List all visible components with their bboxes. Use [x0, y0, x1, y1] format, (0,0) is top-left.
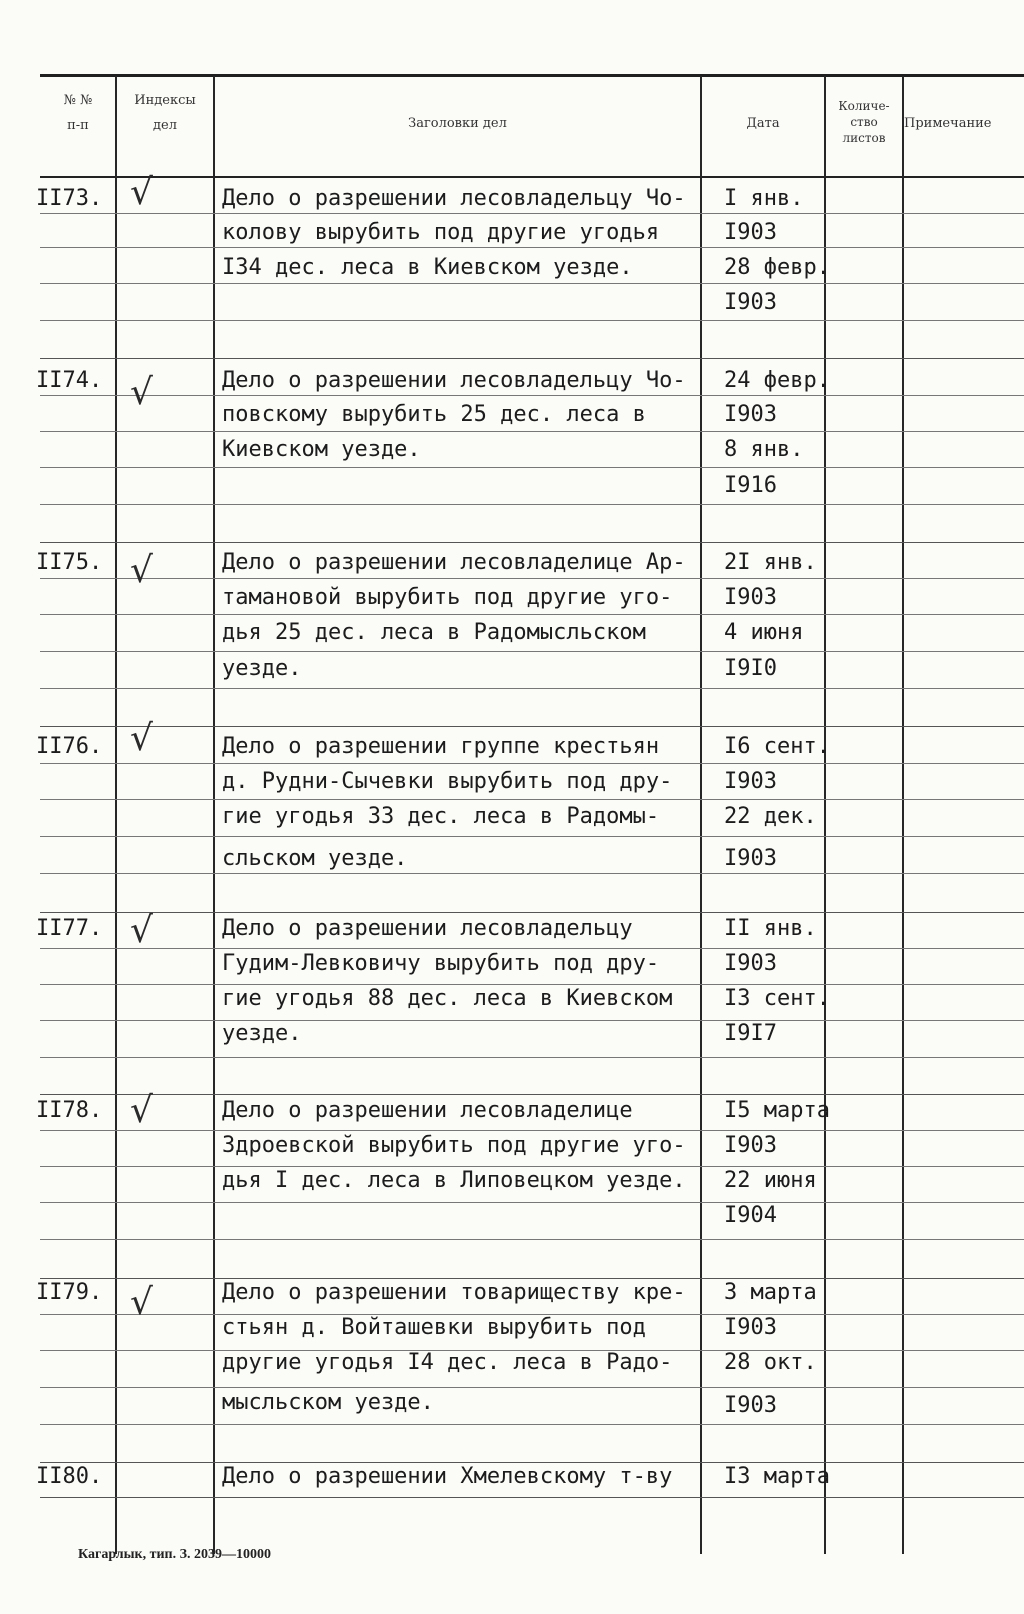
ruled-line [40, 651, 1024, 652]
entry-date: 4 июня [724, 620, 804, 645]
header-sheets-col: Количе- ство листов [838, 99, 890, 145]
entry-date: I903 [724, 220, 777, 245]
top-border [40, 74, 1024, 77]
check-mark-icon: √ [130, 1090, 153, 1131]
entry-number: II77. [36, 916, 103, 941]
ruled-line [40, 1497, 1024, 1498]
entry-number: II78. [36, 1098, 103, 1123]
ruled-line [40, 1057, 1024, 1058]
entry-title-line: уезде. [222, 656, 302, 681]
entry-date: I9I7 [724, 1021, 777, 1046]
check-mark-icon: √ [130, 910, 153, 951]
entry-title-line: Дело о разрешении лесовладельцу [222, 916, 633, 941]
entry-date: I5 марта [724, 1098, 830, 1123]
entry-title-line: колову вырубить под другие угодья [222, 220, 660, 245]
entry-date: 24 февр. [724, 368, 830, 393]
entry-title-line: Дело о разрешении группе крестьян [222, 734, 660, 759]
entry-date: 28 окт. [724, 1350, 817, 1375]
entry-date: 22 дек. [724, 804, 817, 829]
entry-title-line: Дело о разрешении лесовладельцу Чо- [222, 186, 686, 211]
ruled-line [40, 358, 1024, 359]
entry-number: II76. [36, 734, 103, 759]
entry-date: I903 [724, 846, 777, 871]
entry-title-line: дья I дес. леса в Липовецком уезде. [222, 1168, 686, 1193]
entry-date: I904 [724, 1203, 777, 1228]
header-num-col: № № п-п [63, 93, 93, 133]
entry-date: 28 февр. [724, 255, 830, 280]
entry-date: 3 марта [724, 1280, 817, 1305]
check-mark-icon: √ [130, 372, 153, 413]
check-mark-icon: √ [130, 718, 153, 759]
entry-title-line: гие угодья 33 дес. леса в Радомы- [222, 804, 660, 829]
entry-date: II янв. [724, 916, 817, 941]
column-divider [213, 76, 215, 1554]
ruled-line [40, 1202, 1024, 1203]
ruled-line [40, 873, 1024, 874]
entry-date: I6 сент. [724, 734, 830, 759]
entry-date: I903 [724, 1315, 777, 1340]
column-divider [824, 76, 826, 1554]
entry-title-line: Киевском уезде. [222, 437, 421, 462]
ruled-line [40, 542, 1024, 543]
entry-title-line: гие угодья 88 дес. леса в Киевском [222, 986, 673, 1011]
entry-title-line: Дело о разрешении лесовладельцу Чо- [222, 368, 686, 393]
entry-title-line: сльском уезде. [222, 846, 408, 871]
entry-title-line: другие угодья I4 дес. леса в Радо- [222, 1350, 673, 1375]
entry-number: II75. [36, 550, 103, 575]
entry-date: I9I0 [724, 656, 777, 681]
entry-title-line: д. Рудни-Сычевки вырубить под дру- [222, 769, 673, 794]
entry-date: I903 [724, 951, 777, 976]
entry-date: 8 янв. [724, 437, 804, 462]
entry-date: I янв. [724, 186, 804, 211]
entry-title-line: I34 дес. леса в Киевском уезде. [222, 255, 633, 280]
entry-title-line: повскому вырубить 25 дес. леса в [222, 402, 646, 427]
column-divider [902, 76, 904, 1554]
header-bottom-border [40, 176, 1024, 178]
header-date-col: Дата [746, 116, 780, 131]
entry-date: I903 [724, 769, 777, 794]
check-mark-icon: √ [130, 550, 153, 591]
entry-title-line: Дело о разрешении товариществу кре- [222, 1280, 686, 1305]
ruled-line [40, 836, 1024, 837]
header-index-col: Индексы дел [134, 93, 196, 133]
ruled-line [40, 726, 1024, 727]
entry-title-line: Дело о разрешении лесовладелице Ар- [222, 550, 686, 575]
column-divider [700, 76, 702, 1554]
entry-title-line: стьян д. Войташевки вырубить под [222, 1315, 646, 1340]
check-mark-icon: √ [130, 1282, 153, 1323]
ruled-line [40, 1020, 1024, 1021]
entry-date: I903 [724, 402, 777, 427]
entry-title-line: Здроевской вырубить под другие уго- [222, 1133, 686, 1158]
check-mark-icon: √ [130, 172, 153, 213]
entry-title-line: Дело о разрешении лесовладелице [222, 1098, 633, 1123]
ruled-line [40, 467, 1024, 468]
entry-date: I903 [724, 585, 777, 610]
ruled-line [40, 320, 1024, 321]
entry-title-line: Дело о разрешении Хмелевскому т-ву [222, 1464, 673, 1489]
ruled-line [40, 1424, 1024, 1425]
entry-date: I903 [724, 1393, 777, 1418]
entry-number: II74. [36, 368, 103, 393]
entry-title-line: тамановой вырубить под другие уго- [222, 585, 673, 610]
entry-date: I903 [724, 290, 777, 315]
ruled-line [40, 688, 1024, 689]
ruled-line [40, 1239, 1024, 1240]
entry-date: 22 июня [724, 1168, 817, 1193]
column-divider [115, 76, 117, 1554]
entry-date: I3 сент. [724, 986, 830, 1011]
entry-title-line: мысльском уезде. [222, 1390, 434, 1415]
entry-number: II80. [36, 1464, 103, 1489]
entry-title-line: Гудим-Левковичу вырубить под дру- [222, 951, 660, 976]
ruled-line [40, 504, 1024, 505]
entry-date: I916 [724, 473, 777, 498]
header-title-col: Заголовки дел [408, 116, 507, 131]
entry-date: I903 [724, 1133, 777, 1158]
printer-imprint: Кагарлык, тип. З. 2039—10000 [78, 1547, 272, 1562]
entry-number: II79. [36, 1280, 103, 1305]
entry-title-line: дья 25 дес. леса в Радомысльском [222, 620, 646, 645]
entry-title-line: уезде. [222, 1021, 302, 1046]
entry-date: I3 марта [724, 1464, 830, 1489]
ruled-line [40, 1387, 1024, 1388]
header-notes-col: Примечание [904, 116, 992, 131]
entry-number: II73. [36, 186, 103, 211]
entry-date: 2I янв. [724, 550, 817, 575]
